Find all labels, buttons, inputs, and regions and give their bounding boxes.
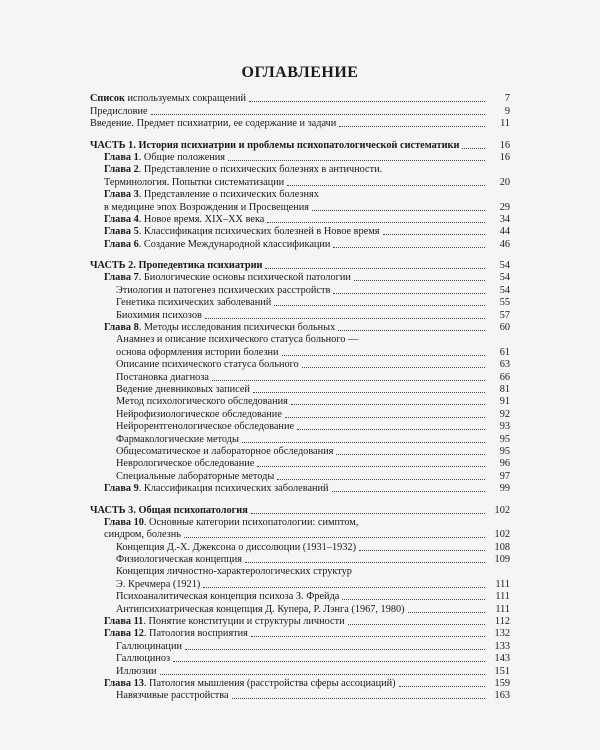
toc-part[interactable] — [90, 503, 510, 515]
entry-text: . Общая психопатология — [133, 504, 248, 516]
entry-text: Концепция Д.-Х. Джексона о диссолюции (1931–1932) — [116, 541, 356, 553]
dot-leader — [232, 698, 485, 699]
entry-bold: ЧАСТЬ 3 — [90, 504, 134, 516]
entry-text: синдром, болезнь — [104, 529, 181, 541]
entry-text: . Новое время. XIX–XX века — [138, 213, 265, 225]
dot-leader — [287, 185, 485, 186]
dot-leader — [245, 562, 485, 563]
dot-leader — [242, 442, 485, 443]
entry-bold: Глава 11 — [104, 616, 144, 628]
page-number: 143 — [494, 653, 510, 665]
page-number: 91 — [499, 396, 510, 408]
dot-leader — [185, 649, 485, 650]
entry-text: Галлюцинации — [116, 640, 182, 652]
toc-section[interactable] — [90, 395, 510, 407]
page-number: 159 — [494, 677, 510, 689]
dot-leader — [212, 380, 485, 381]
entry-text: Психоаналитическая концепция психоза З. Фрейда — [116, 591, 340, 603]
page-number: 7 — [504, 93, 510, 105]
dot-leader — [267, 222, 485, 223]
entry-text: Нейрофизиологическое обследование — [116, 408, 282, 420]
page-number: 108 — [494, 541, 510, 553]
entry-text: в медицине эпох Возрождения и Просвещения — [104, 201, 310, 213]
page-number: 92 — [499, 408, 510, 420]
page-number: 20 — [499, 176, 510, 188]
entry-text: Этиология и патогенез психических расстройств — [116, 284, 331, 296]
page-number: 16 — [499, 139, 510, 151]
page-number: 95 — [499, 445, 510, 457]
toc-entry[interactable] — [90, 92, 510, 104]
entry-text: Биохимия психозов — [116, 309, 202, 321]
dot-leader — [184, 537, 485, 538]
page-number: 46 — [499, 238, 510, 250]
toc-section[interactable] — [90, 540, 510, 552]
page-number: 66 — [499, 371, 510, 383]
dot-leader — [333, 293, 485, 294]
entry-bold: Список — [90, 93, 125, 105]
dot-leader — [348, 624, 485, 625]
dot-leader — [336, 454, 485, 455]
page-number: 9 — [504, 105, 510, 117]
dot-leader — [253, 392, 485, 393]
toc-section[interactable] — [90, 652, 510, 664]
dot-leader — [285, 417, 485, 418]
entry-text: . История психиатрии и проблемы психопатологической систематики — [133, 139, 460, 151]
toc-section[interactable] — [90, 689, 510, 701]
page-number: 99 — [499, 483, 510, 495]
dot-leader — [399, 686, 485, 687]
dot-leader — [282, 355, 485, 356]
entry-text: Неврологическое обследование — [116, 458, 255, 470]
entry-text: Описание психического статуса больного — [116, 359, 299, 371]
toc-chapter[interactable] — [90, 225, 510, 237]
dot-leader — [277, 479, 485, 480]
dot-leader — [462, 148, 485, 149]
entry-text: . Биологические основы психической патологии — [138, 272, 351, 284]
page-number: 60 — [499, 322, 510, 334]
entry-bold: Глава 13 — [104, 677, 144, 689]
dot-leader — [302, 367, 485, 368]
toc-chapter[interactable] — [90, 237, 510, 249]
toc-section[interactable] — [90, 370, 510, 382]
table-of-contents — [90, 92, 510, 701]
entry-text: Анамнез и описание психического статуса больного — — [116, 334, 359, 346]
toc-section[interactable] — [90, 383, 510, 395]
toc-chapter[interactable] — [90, 163, 510, 175]
page-number: 54 — [499, 260, 510, 272]
entry-text: Галлюциноз — [116, 653, 171, 665]
toc-chapter-cont[interactable] — [90, 528, 510, 540]
dot-leader — [332, 491, 485, 492]
dot-leader — [251, 513, 485, 514]
entry-text: . Патология восприятия — [143, 628, 248, 640]
entry-bold: Глава 5 — [104, 226, 139, 238]
entry-text: Терминология. Попытки систематизации — [104, 176, 285, 188]
entry-bold: Глава 3 — [104, 189, 139, 201]
page-number: 44 — [499, 226, 510, 238]
entry-bold: Глава 7 — [104, 272, 139, 284]
toc-chapter[interactable] — [90, 516, 510, 528]
entry-bold: ЧАСТЬ 1 — [90, 139, 134, 151]
toc-part[interactable] — [90, 259, 510, 271]
toc-section[interactable] — [90, 296, 510, 308]
toc-section[interactable] — [90, 420, 510, 432]
entry-text: . Пропедевтика психиатрии — [133, 260, 263, 272]
page-number: 54 — [499, 284, 510, 296]
toc-section[interactable] — [90, 469, 510, 481]
dot-leader — [408, 612, 485, 613]
entry-text: . Основные категории психопатологии: симптом, — [143, 516, 359, 528]
entry-text: используемых сокращений — [124, 93, 247, 105]
entry-bold: Глава 6 — [104, 238, 139, 250]
toc-chapter[interactable] — [90, 151, 510, 163]
page-number: 16 — [499, 151, 510, 163]
toc-section[interactable] — [90, 565, 510, 577]
dot-leader — [151, 114, 485, 115]
dot-leader — [257, 466, 485, 467]
entry-text: Постановка диагноза — [116, 371, 209, 383]
entry-text: . Понятие конституции и структуры личности — [143, 616, 345, 628]
page-number: 132 — [494, 628, 510, 640]
page-number: 55 — [499, 297, 510, 309]
entry-text: Ведение дневниковых записей — [116, 383, 250, 395]
page-number: 11 — [500, 118, 510, 130]
toc-section[interactable] — [90, 639, 510, 651]
page-number: 102 — [494, 504, 510, 516]
toc-section[interactable] — [90, 602, 510, 614]
toc-chapter-cont[interactable] — [90, 200, 510, 212]
entry-text: . Патология мышления (расстройства сферы ассоциаций) — [143, 677, 396, 689]
entry-text: . Общие положения — [138, 151, 226, 163]
dot-leader — [383, 234, 486, 235]
dot-leader — [160, 674, 486, 675]
entry-bold: Глава 9 — [104, 483, 139, 495]
page-number: 95 — [499, 433, 510, 445]
dot-leader — [339, 126, 485, 127]
entry-text: Иллюзии — [116, 665, 157, 677]
page-title: ОГЛАВЛЕНИЕ — [241, 64, 359, 81]
page-number: 111 — [495, 591, 510, 603]
dot-leader — [354, 280, 485, 281]
toc-chapter[interactable] — [90, 271, 510, 283]
page-number: 133 — [494, 640, 510, 652]
page-number: 29 — [499, 201, 510, 213]
toc-section[interactable] — [90, 333, 510, 345]
page-number: 112 — [494, 616, 510, 628]
entry-text: . Представление о психических болезнях в античности. — [138, 164, 383, 176]
toc-section[interactable] — [90, 407, 510, 419]
entry-text: Антипсихиатрическая концепция Д. Купера, Р. Лэнга (1967, 1980) — [116, 603, 405, 615]
entry-text: основа оформления истории болезни — [116, 346, 279, 358]
page-number: 54 — [499, 272, 510, 284]
dot-leader — [249, 101, 485, 102]
toc-chapter[interactable] — [90, 482, 510, 494]
dot-leader — [342, 599, 485, 600]
dot-leader — [228, 160, 485, 161]
page-number: 93 — [499, 421, 510, 433]
entry-text: Введение. Предмет психиатрии, ее содержание и задачи — [90, 118, 337, 130]
entry-text: Э. Кречмера (1921) — [116, 578, 201, 590]
dot-leader — [359, 550, 485, 551]
toc-chapter[interactable] — [90, 321, 510, 333]
entry-text: Фармакологические методы — [116, 433, 239, 445]
entry-bold: Глава 4 — [104, 213, 139, 225]
toc-chapter[interactable] — [90, 213, 510, 225]
toc-chapter[interactable] — [90, 627, 510, 639]
toc-section[interactable] — [90, 664, 510, 676]
page-number: 61 — [499, 346, 510, 358]
entry-bold: Глава 10 — [104, 516, 144, 528]
entry-bold: Глава 1 — [104, 151, 139, 163]
toc-entry[interactable] — [90, 104, 510, 116]
entry-text: Генетика психических заболеваний — [116, 297, 272, 309]
page-number: 63 — [499, 359, 510, 371]
entry-text: Предисловие — [90, 105, 148, 117]
page-number: 97 — [499, 470, 510, 482]
page-number: 111 — [495, 603, 510, 615]
entry-bold: Глава 2 — [104, 164, 139, 176]
toc-chapter[interactable] — [90, 677, 510, 689]
toc-section[interactable] — [90, 590, 510, 602]
dot-leader — [291, 404, 485, 405]
toc-section-cont[interactable] — [90, 345, 510, 357]
toc-section[interactable] — [90, 457, 510, 469]
toc-section[interactable] — [90, 283, 510, 295]
page-number: 111 — [495, 578, 510, 590]
page-number: 163 — [494, 690, 510, 702]
page-number: 96 — [499, 458, 510, 470]
toc-section[interactable] — [90, 308, 510, 320]
toc-chapter[interactable] — [90, 188, 510, 200]
toc-section[interactable] — [90, 445, 510, 457]
toc-section[interactable] — [90, 358, 510, 370]
dot-leader — [274, 305, 485, 306]
entry-text: . Классификация психических заболеваний — [138, 483, 329, 495]
dot-leader — [312, 210, 485, 211]
dot-leader — [338, 330, 485, 331]
toc-chapter[interactable] — [90, 615, 510, 627]
entry-bold: ЧАСТЬ 2 — [90, 260, 134, 272]
page-number: 81 — [499, 383, 510, 395]
page-number: 151 — [494, 665, 510, 677]
entry-text: . Представление о психических болезнях — [138, 189, 319, 201]
page-number: 109 — [494, 554, 510, 566]
entry-text: Нейрорентгенологическое обследование — [116, 421, 295, 433]
dot-leader — [203, 587, 485, 588]
entry-bold: Глава 8 — [104, 322, 139, 334]
page-number: 57 — [499, 309, 510, 321]
entry-text: Специальные лабораторные методы — [116, 470, 275, 482]
entry-text: Физиологическая концепция — [116, 554, 243, 566]
toc-entry[interactable] — [90, 117, 510, 129]
toc-part[interactable] — [90, 138, 510, 150]
dot-leader — [173, 661, 485, 662]
entry-text: Концепция личностно-характерологических структур — [116, 566, 352, 578]
dot-leader — [265, 268, 485, 269]
entry-bold: Глава 12 — [104, 628, 144, 640]
page-number: 34 — [499, 213, 510, 225]
dot-leader — [333, 247, 485, 248]
entry-text: . Классификация психических болезней в Новое время — [138, 226, 380, 238]
entry-text: . Методы исследования психически больных — [138, 322, 336, 334]
entry-text: Общесоматическое и лабораторное обследования — [116, 445, 334, 457]
entry-text: . Создание Международной классификации — [138, 238, 331, 250]
toc-section-cont[interactable] — [90, 577, 510, 589]
entry-text: Метод психологического обследования — [116, 396, 288, 408]
dot-leader — [205, 318, 485, 319]
toc-section[interactable] — [90, 553, 510, 565]
dot-leader — [251, 636, 485, 637]
toc-section[interactable] — [90, 432, 510, 444]
page-number: 102 — [494, 529, 510, 541]
toc-chapter-cont[interactable] — [90, 175, 510, 187]
dot-leader — [297, 429, 485, 430]
entry-text: Навязчивые расстройства — [116, 690, 229, 702]
